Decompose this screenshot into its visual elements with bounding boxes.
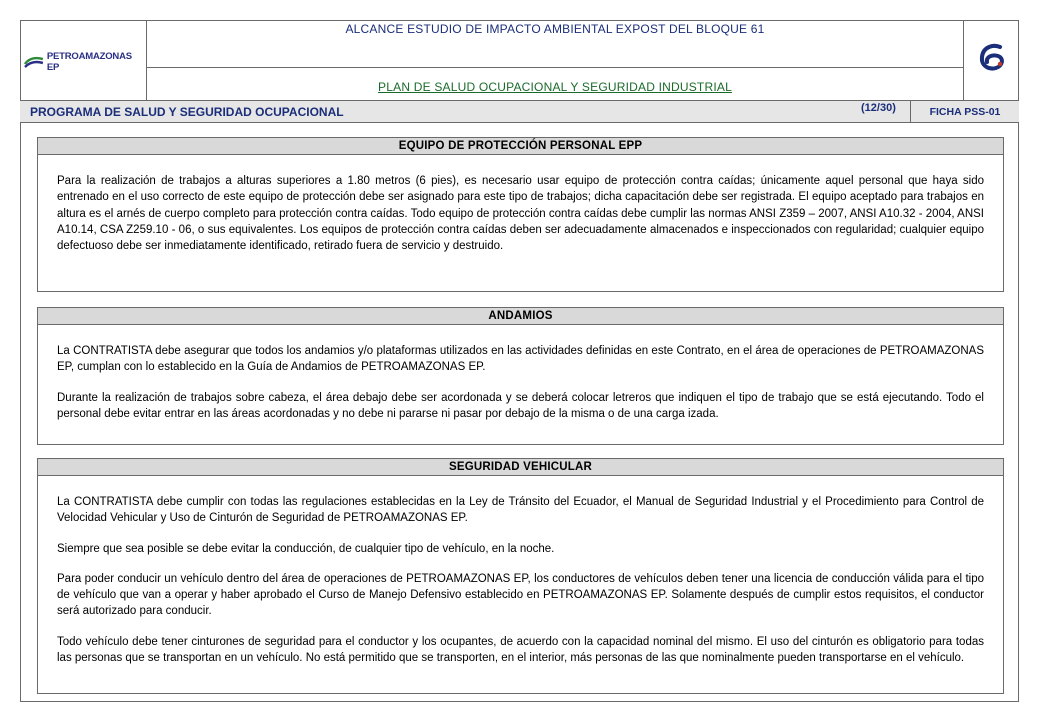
ficha-code: FICHA PSS-01	[910, 101, 1019, 122]
header-title-cell	[147, 20, 963, 101]
section-heading: SEGURIDAD VEHICULAR	[38, 459, 1003, 476]
section-body	[38, 325, 1003, 422]
header-logo-cell	[20, 20, 147, 101]
paragraph: La CONTRATISTA debe asegurar que todos los andamios y/o plataformas utilizados en las actividades definidas en este Contrato, en el área de operaciones de PETROAMAZONAS EP, cumplan con lo establecido en la Guía de Andamios de PETROAMAZONAS EP.	[57, 345, 984, 374]
header-mark-cell	[963, 20, 1019, 101]
section-seguridad-vehicular	[37, 458, 1004, 694]
section-andamios	[37, 307, 1004, 445]
company-logo	[24, 51, 146, 73]
paragraph: Todo vehículo debe tener cinturones de seguridad para el conductor y los ocupantes, de acuerdo con la capacidad nominal del mismo. El uso del cinturón es obligatorio para todas las personas que se transportan en un vehículo. No está permitido que se transporten, en el interior, más personas de las que nominalmente pueden transportarse en el vehículo.	[57, 635, 984, 665]
section-body	[38, 155, 1003, 254]
paragraph: Para poder conducir un vehículo dentro del área de operaciones de PETROAMAZONAS EP, los conductores de vehículos deben tener una licencia de conducción válida para el tipo de vehículo que van a operar y haber aprobado el Curso de Manejo Defensivo establecido en PETROAMAZONAS EP. Solamente después de cumplir estos requisitos, el conductor será autorizado para conducir.	[57, 572, 984, 618]
section-heading: ANDAMIOS	[38, 308, 1003, 325]
section-body	[38, 476, 1003, 666]
document-subtitle: PLAN DE SALUD OCUPACIONAL Y SEGURIDAD INDUSTRIAL	[378, 80, 732, 94]
petroamazonas-logo-icon	[24, 55, 44, 69]
consultant-mark-icon	[978, 42, 1008, 72]
section-epp	[37, 137, 1004, 292]
section-heading: EQUIPO DE PROTECCIÓN PERSONAL EPP	[38, 138, 1003, 155]
document-title: ALCANCE ESTUDIO DE IMPACTO AMBIENTAL EXPOST DEL BLOQUE 61	[147, 20, 963, 68]
paragraph: La CONTRATISTA debe cumplir con todas las regulaciones establecidas en la Ley de Tránsito del Ecuador, el Manual de Seguridad Industrial y el Procedimiento para Control de Velocidad Vehicular y Uso de Cinturón de Seguridad de PETROAMAZONAS EP.	[57, 496, 984, 525]
paragraph: Para la realización de trabajos a alturas superiores a 1.80 metros (6 pies), es necesario usar equipo de protección contra caídas; únicamente aquel personal que haya sido entrenado en el uso correcto de este equipo de protección debe ser asignado para este tipo de trabajos; dicha capacitación debe ser registrada. El equipo aceptado para trabajos en altura es el arnés de cuerpo completo para protección contra caídas. Todo equipo de protección contra caídas debe cumplir las normas ANSI Z359 – 2007, ANSI A10.32 - 2004, ANSI A10.14, CSA Z259.10 - 06, o sus equivalentes. Los equipos de protección contra caídas deben ser adecuadamente almacenados e inspeccionados con regularidad; cualquier equipo defectuoso debe ser inmediatamente identificado, retirado fuera de servicio y destruido.	[57, 175, 984, 253]
paragraph: Durante la realización de trabajos sobre cabeza, el área debajo debe ser acordonada y se deberá colocar letreros que indiquen el tipo de trabajo que se está ejecutando. Todo el personal debe evitar entrar en las áreas acordonadas y no debe ni pararse ni pasar por debajo de la misma o de una carga izada.	[57, 391, 984, 420]
program-bar	[20, 101, 1019, 123]
paragraph: Siempre que sea posible se debe evitar la conducción, de cualquier tipo de vehículo, en la noche.	[57, 542, 555, 555]
logo-text: PETROAMAZONAS EP	[46, 51, 132, 73]
program-title: PROGRAMA DE SALUD Y SEGURIDAD OCUPACIONAL	[30, 105, 344, 119]
page-counter: (12/30)	[861, 102, 896, 114]
